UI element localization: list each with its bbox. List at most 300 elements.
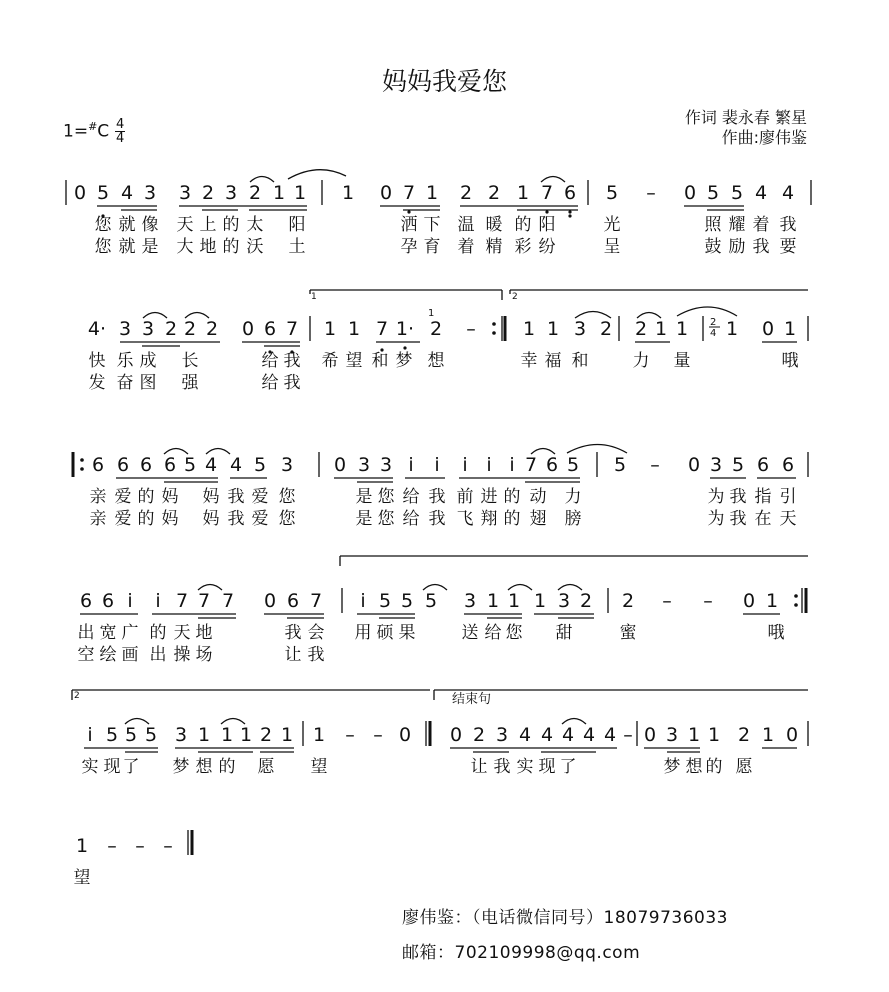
lyric-char: 太: [246, 215, 264, 235]
lyric-char: 在: [754, 509, 772, 529]
note: –: [646, 182, 656, 204]
note: 1: [654, 318, 668, 340]
lyric-char: 的: [137, 487, 155, 507]
note: 0: [761, 318, 775, 340]
lyric-char: 的: [503, 487, 521, 507]
note: i: [462, 454, 468, 476]
note: 1: [761, 724, 775, 746]
note: 1: [707, 724, 721, 746]
note: 1: [347, 318, 361, 340]
note: 2: [259, 724, 273, 746]
note: 3: [665, 724, 679, 746]
note: 1: [341, 182, 355, 204]
lyric-char: 给: [402, 487, 420, 507]
note: 4: [754, 182, 768, 204]
note: 5: [730, 182, 744, 204]
lyric-char: 实: [81, 757, 99, 777]
lyric-char: 孕: [400, 237, 418, 257]
lyric-char: 希: [321, 351, 339, 371]
lyric-char: 我: [283, 373, 301, 393]
note: 5: [183, 454, 197, 476]
note: 1: [312, 724, 326, 746]
note: 6: [263, 318, 277, 340]
lyric-char: 我: [227, 487, 245, 507]
note: i: [408, 454, 414, 476]
lyric-char: 图: [139, 373, 157, 393]
lyric-char: 要: [779, 237, 797, 257]
time-signature-denominator: 4: [116, 131, 125, 146]
lyric-char: 的: [218, 757, 236, 777]
lyric-char: 成: [139, 351, 157, 371]
note: 4: [229, 454, 243, 476]
lyric-char: 您: [377, 509, 395, 529]
lyric-char: 现: [538, 757, 556, 777]
note: 2: [248, 182, 262, 204]
lyric-char: 您: [377, 487, 395, 507]
note: –: [662, 590, 672, 612]
note: 0: [683, 182, 697, 204]
lyric-char: 光: [603, 215, 621, 235]
lyric-char: 励: [728, 237, 746, 257]
note: i: [127, 590, 133, 612]
lyric-char: 给: [402, 509, 420, 529]
note: 4: [540, 724, 554, 746]
lyric-char: 了: [122, 757, 140, 777]
lyric-char: 爱: [251, 509, 269, 529]
note: 0: [333, 454, 347, 476]
lyric-char: 福: [544, 351, 562, 371]
note: 5: [378, 590, 392, 612]
note: 1: [516, 182, 530, 204]
lyric-char: 了: [559, 757, 577, 777]
note: 5: [706, 182, 720, 204]
lyric-char: 和: [571, 351, 589, 371]
note: 5: [400, 590, 414, 612]
note: 1: [546, 318, 560, 340]
lyric-char: 土: [288, 237, 306, 257]
lyric-char: 您: [94, 215, 112, 235]
page-title: 妈妈我爱您: [381, 67, 507, 96]
note: 5: [96, 182, 110, 204]
lyric-char: 您: [94, 237, 112, 257]
lyric-char: 妈: [161, 509, 179, 529]
lyric-char: 快: [88, 351, 106, 371]
note: 1: [239, 724, 253, 746]
note: 2: [634, 318, 648, 340]
lyric-char: 是: [141, 237, 159, 257]
note: 0: [785, 724, 799, 746]
note: –: [650, 454, 660, 476]
note: 1: [765, 590, 779, 612]
note: 0: [73, 182, 87, 204]
lyric-char: 想: [685, 757, 703, 777]
lyric-char: 沃: [246, 237, 264, 257]
note: 5: [144, 724, 158, 746]
time-signature-numerator: 4: [116, 117, 125, 132]
lyric-char: 用: [354, 623, 372, 643]
note: 3: [709, 454, 723, 476]
lyric-char: 现: [103, 757, 121, 777]
note: 3: [357, 454, 371, 476]
lyric-char: 妈: [202, 509, 220, 529]
lyric-char: 地: [199, 237, 217, 257]
note: 1: [675, 318, 689, 340]
note: 2: [621, 590, 635, 612]
lyric-char: 甜: [555, 623, 573, 643]
lyric-char: 的: [222, 215, 240, 235]
note: –: [703, 590, 713, 612]
note: 0: [643, 724, 657, 746]
note: 1: [783, 318, 797, 340]
note: 0: [241, 318, 255, 340]
note: 1: [220, 724, 234, 746]
note: 3: [463, 590, 477, 612]
lyric-char: 让: [284, 645, 302, 665]
note: 5: [105, 724, 119, 746]
lyric-char: 引: [779, 487, 797, 507]
lyric-char: 呈: [603, 237, 621, 257]
note: 2: [487, 182, 501, 204]
lyric-char: 为: [707, 487, 725, 507]
note: 3: [379, 454, 393, 476]
lyric-char: 我: [493, 757, 511, 777]
lyric-char: 洒: [400, 215, 418, 235]
lyric-char: 的: [503, 509, 521, 529]
lyric-char: 进: [480, 487, 498, 507]
lyric-char: 暖: [485, 215, 503, 235]
note: 5: [253, 454, 267, 476]
lyric-char: 地: [195, 623, 213, 643]
lyric-char: 就: [118, 237, 136, 257]
note: 1: [725, 318, 739, 340]
lyric-char: 妈: [202, 487, 220, 507]
lyric-char: 我: [779, 215, 797, 235]
note: 0: [263, 590, 277, 612]
lyric-char: 绘: [99, 645, 117, 665]
lyric-char: 天: [176, 215, 194, 235]
note: 2: [205, 318, 219, 340]
lyric-char: 梦: [663, 757, 681, 777]
key-sharp: #: [88, 119, 98, 133]
lyric-char: 耀: [728, 215, 746, 235]
lyric-char: 强: [181, 373, 199, 393]
lyric-char: 我: [227, 509, 245, 529]
composer-credit: 作曲:廖伟鉴: [721, 128, 807, 147]
note: 6: [563, 182, 577, 204]
note: 0: [742, 590, 756, 612]
note: –: [345, 724, 355, 746]
lyric-char: 望: [345, 351, 363, 371]
note: 3: [143, 182, 157, 204]
note: –: [107, 835, 117, 857]
note: i: [87, 724, 93, 746]
lyric-char: 愿: [257, 757, 275, 777]
lyric-char: 长: [181, 351, 199, 371]
note: i: [434, 454, 440, 476]
note: 5: [124, 724, 138, 746]
note: 2: [459, 182, 473, 204]
key-note: C: [97, 121, 110, 142]
note: 3: [174, 724, 188, 746]
lyric-char: 彩: [514, 237, 532, 257]
lyric-char: 硕: [376, 623, 394, 643]
note: 5: [605, 182, 619, 204]
lyric-char: 鼓: [704, 237, 722, 257]
note: 3: [141, 318, 155, 340]
lyric-char: 场: [195, 645, 213, 665]
lyric-char: 的: [514, 215, 532, 235]
lyric-char: 我: [428, 487, 446, 507]
note: 1·: [395, 318, 415, 340]
note: 6: [79, 590, 93, 612]
lyric-char: 果: [398, 623, 416, 643]
note: 7: [221, 590, 235, 612]
lyric-char: 是: [355, 509, 373, 529]
lyric-char: 广: [121, 623, 139, 643]
lyric-char: 和: [371, 351, 389, 371]
lyricist-credit: 作词 裴永春 繁星: [684, 108, 807, 127]
note: 7: [285, 318, 299, 340]
lyric-char: 育: [423, 237, 441, 257]
lyric-char: 哦: [781, 351, 799, 371]
note: 3: [573, 318, 587, 340]
lyric-char: 让: [470, 757, 488, 777]
note: 0: [449, 724, 463, 746]
lyric-char: 我: [283, 351, 301, 371]
note: –: [135, 835, 145, 857]
lyric-char: 亲: [89, 509, 107, 529]
lyric-char: 给: [484, 623, 502, 643]
lyric-char: 哦: [767, 623, 785, 643]
note: 2: [183, 318, 197, 340]
lyric-char: 我: [752, 237, 770, 257]
lyric-char: 想: [427, 351, 445, 371]
lyric-char: 上: [199, 215, 217, 235]
lyric-char: 幸: [520, 351, 538, 371]
note: 5: [566, 454, 580, 476]
time-change-num: 2: [710, 317, 717, 328]
lyric-char: 蜜: [619, 623, 637, 643]
note: 2: [579, 590, 593, 612]
lyric-char: 爱: [114, 509, 132, 529]
lyric-char: 为: [707, 509, 725, 529]
lyric-char: 爱: [251, 487, 269, 507]
note: –: [373, 724, 383, 746]
lyric-char: 翅: [529, 509, 547, 529]
coda-label: 结束句: [452, 692, 492, 707]
contact-email: 邮箱：702109998@qq.com: [402, 943, 641, 963]
lyric-char: 是: [355, 487, 373, 507]
note: 1: [507, 590, 521, 612]
lyric-char: 梦: [395, 351, 413, 371]
note: i: [509, 454, 515, 476]
note: 7: [197, 590, 211, 612]
lyric-char: 画: [121, 645, 139, 665]
lyric-char: 量: [673, 351, 691, 371]
lyric-char: 阳: [538, 215, 556, 235]
note: i: [155, 590, 161, 612]
lyric-char: 的: [705, 757, 723, 777]
lyric-char: 乐: [116, 351, 134, 371]
lyric-char: 天: [173, 623, 191, 643]
note: 6: [139, 454, 153, 476]
lyric-char: 亲: [89, 487, 107, 507]
note: –: [466, 318, 476, 340]
note: 4·: [87, 318, 107, 340]
lyric-char: 愿: [735, 757, 753, 777]
lyric-char: 宽: [99, 623, 117, 643]
note: i: [360, 590, 366, 612]
note: 1: [533, 590, 547, 612]
lyric-char: 我: [729, 509, 747, 529]
volta-2-label: 2: [512, 292, 518, 302]
lyric-char: 像: [141, 215, 159, 235]
note: 3: [557, 590, 571, 612]
lyric-char: 着: [752, 215, 770, 235]
note: 2: [201, 182, 215, 204]
lyric-char: 出: [149, 645, 167, 665]
note: 7: [375, 318, 389, 340]
lyric-char: 的: [149, 623, 167, 643]
note: 1: [425, 182, 439, 204]
lyric-char: 就: [118, 215, 136, 235]
note: 4: [582, 724, 596, 746]
note: 7: [540, 182, 554, 204]
lyric-char: 力: [632, 351, 650, 371]
note: 6: [163, 454, 177, 476]
lyric-char: 出: [77, 623, 95, 643]
lyric-char: 温: [457, 215, 475, 235]
lyric-char: 我: [729, 487, 747, 507]
note: 5: [731, 454, 745, 476]
lyric-char: 送: [461, 623, 479, 643]
note: 7: [175, 590, 189, 612]
lyric-char: 空: [77, 645, 95, 665]
lyric-char: 的: [222, 237, 240, 257]
note: 1: [272, 182, 286, 204]
note: 6: [116, 454, 130, 476]
lyric-char: 想: [195, 757, 213, 777]
note: 4: [781, 182, 795, 204]
note: 7: [524, 454, 538, 476]
note: 5: [613, 454, 627, 476]
lyric-char: 我: [307, 645, 325, 665]
note: 2: [472, 724, 486, 746]
lyric-char: 阳: [288, 215, 306, 235]
time-change-den: 4: [710, 328, 717, 339]
note: 1: [197, 724, 211, 746]
lyric-char: 妈: [161, 487, 179, 507]
lyric-char: 翔: [480, 509, 498, 529]
lyric-char: 望: [73, 868, 91, 888]
note: –: [623, 724, 633, 746]
note: 3: [178, 182, 192, 204]
note: 1: [323, 318, 337, 340]
lyric-char: 力: [564, 487, 582, 507]
note: 7: [309, 590, 323, 612]
note: 0: [379, 182, 393, 204]
note: 2: [737, 724, 751, 746]
note: 4: [603, 724, 617, 746]
note: 4: [204, 454, 218, 476]
note: 7: [402, 182, 416, 204]
lyric-char: 奋: [116, 373, 134, 393]
lyric-char: 给: [261, 351, 279, 371]
note: 1: [522, 318, 536, 340]
lyric-char: 您: [278, 509, 296, 529]
lyric-char: 望: [310, 757, 328, 777]
note: 2: [429, 318, 443, 340]
note: 1: [280, 724, 294, 746]
lyric-char: 给: [261, 373, 279, 393]
lyric-char: 发: [88, 373, 106, 393]
note: 0: [687, 454, 701, 476]
note: 3: [495, 724, 509, 746]
lyric-char: 动: [529, 487, 547, 507]
lyric-char: 前: [456, 487, 474, 507]
note: i: [486, 454, 492, 476]
lyric-char: 指: [754, 487, 772, 507]
note: 6: [781, 454, 795, 476]
note: 1: [75, 835, 89, 857]
note: 6: [91, 454, 105, 476]
lyric-char: 梦: [172, 757, 190, 777]
lyric-char: 纷: [538, 237, 556, 257]
lyric-char: 爱: [114, 487, 132, 507]
lyric-char: 我: [428, 509, 446, 529]
note: 3: [118, 318, 132, 340]
note: 4: [518, 724, 532, 746]
note: 6: [286, 590, 300, 612]
key-label: 1=: [63, 121, 89, 142]
note: 2: [164, 318, 178, 340]
lyric-char: 的: [137, 509, 155, 529]
note: 6: [756, 454, 770, 476]
lyric-char: 照: [704, 215, 722, 235]
lyric-char: 我: [284, 623, 302, 643]
contact-phone: 廖伟鉴：（电话微信同号）18079736033: [402, 908, 728, 928]
lyric-char: 实: [516, 757, 534, 777]
note: 3: [280, 454, 294, 476]
volta-2-label-line5: 2: [74, 691, 80, 701]
lyric-char: 您: [505, 623, 523, 643]
note: 0: [398, 724, 412, 746]
note: –: [163, 835, 173, 857]
note: 1: [486, 590, 500, 612]
lyric-char: 天: [779, 509, 797, 529]
lyric-char: 操: [173, 645, 191, 665]
note: 3: [224, 182, 238, 204]
lyric-char: 会: [307, 623, 325, 643]
lyric-char: 大: [176, 237, 194, 257]
note: 6: [101, 590, 115, 612]
breath-mark: 1: [428, 308, 435, 319]
lyric-char: 着: [457, 237, 475, 257]
lyric-char: 下: [423, 215, 441, 235]
lyric-char: 您: [278, 487, 296, 507]
note: 6: [545, 454, 559, 476]
note: 4: [120, 182, 134, 204]
volta-1-label: 1: [311, 292, 317, 302]
note: 1: [293, 182, 307, 204]
note: 5: [424, 590, 438, 612]
lyric-char: 精: [485, 237, 503, 257]
note: 1: [687, 724, 701, 746]
lyric-char: 膀: [564, 509, 582, 529]
note: 4: [561, 724, 575, 746]
note: 2: [599, 318, 613, 340]
lyric-char: 飞: [456, 509, 474, 529]
